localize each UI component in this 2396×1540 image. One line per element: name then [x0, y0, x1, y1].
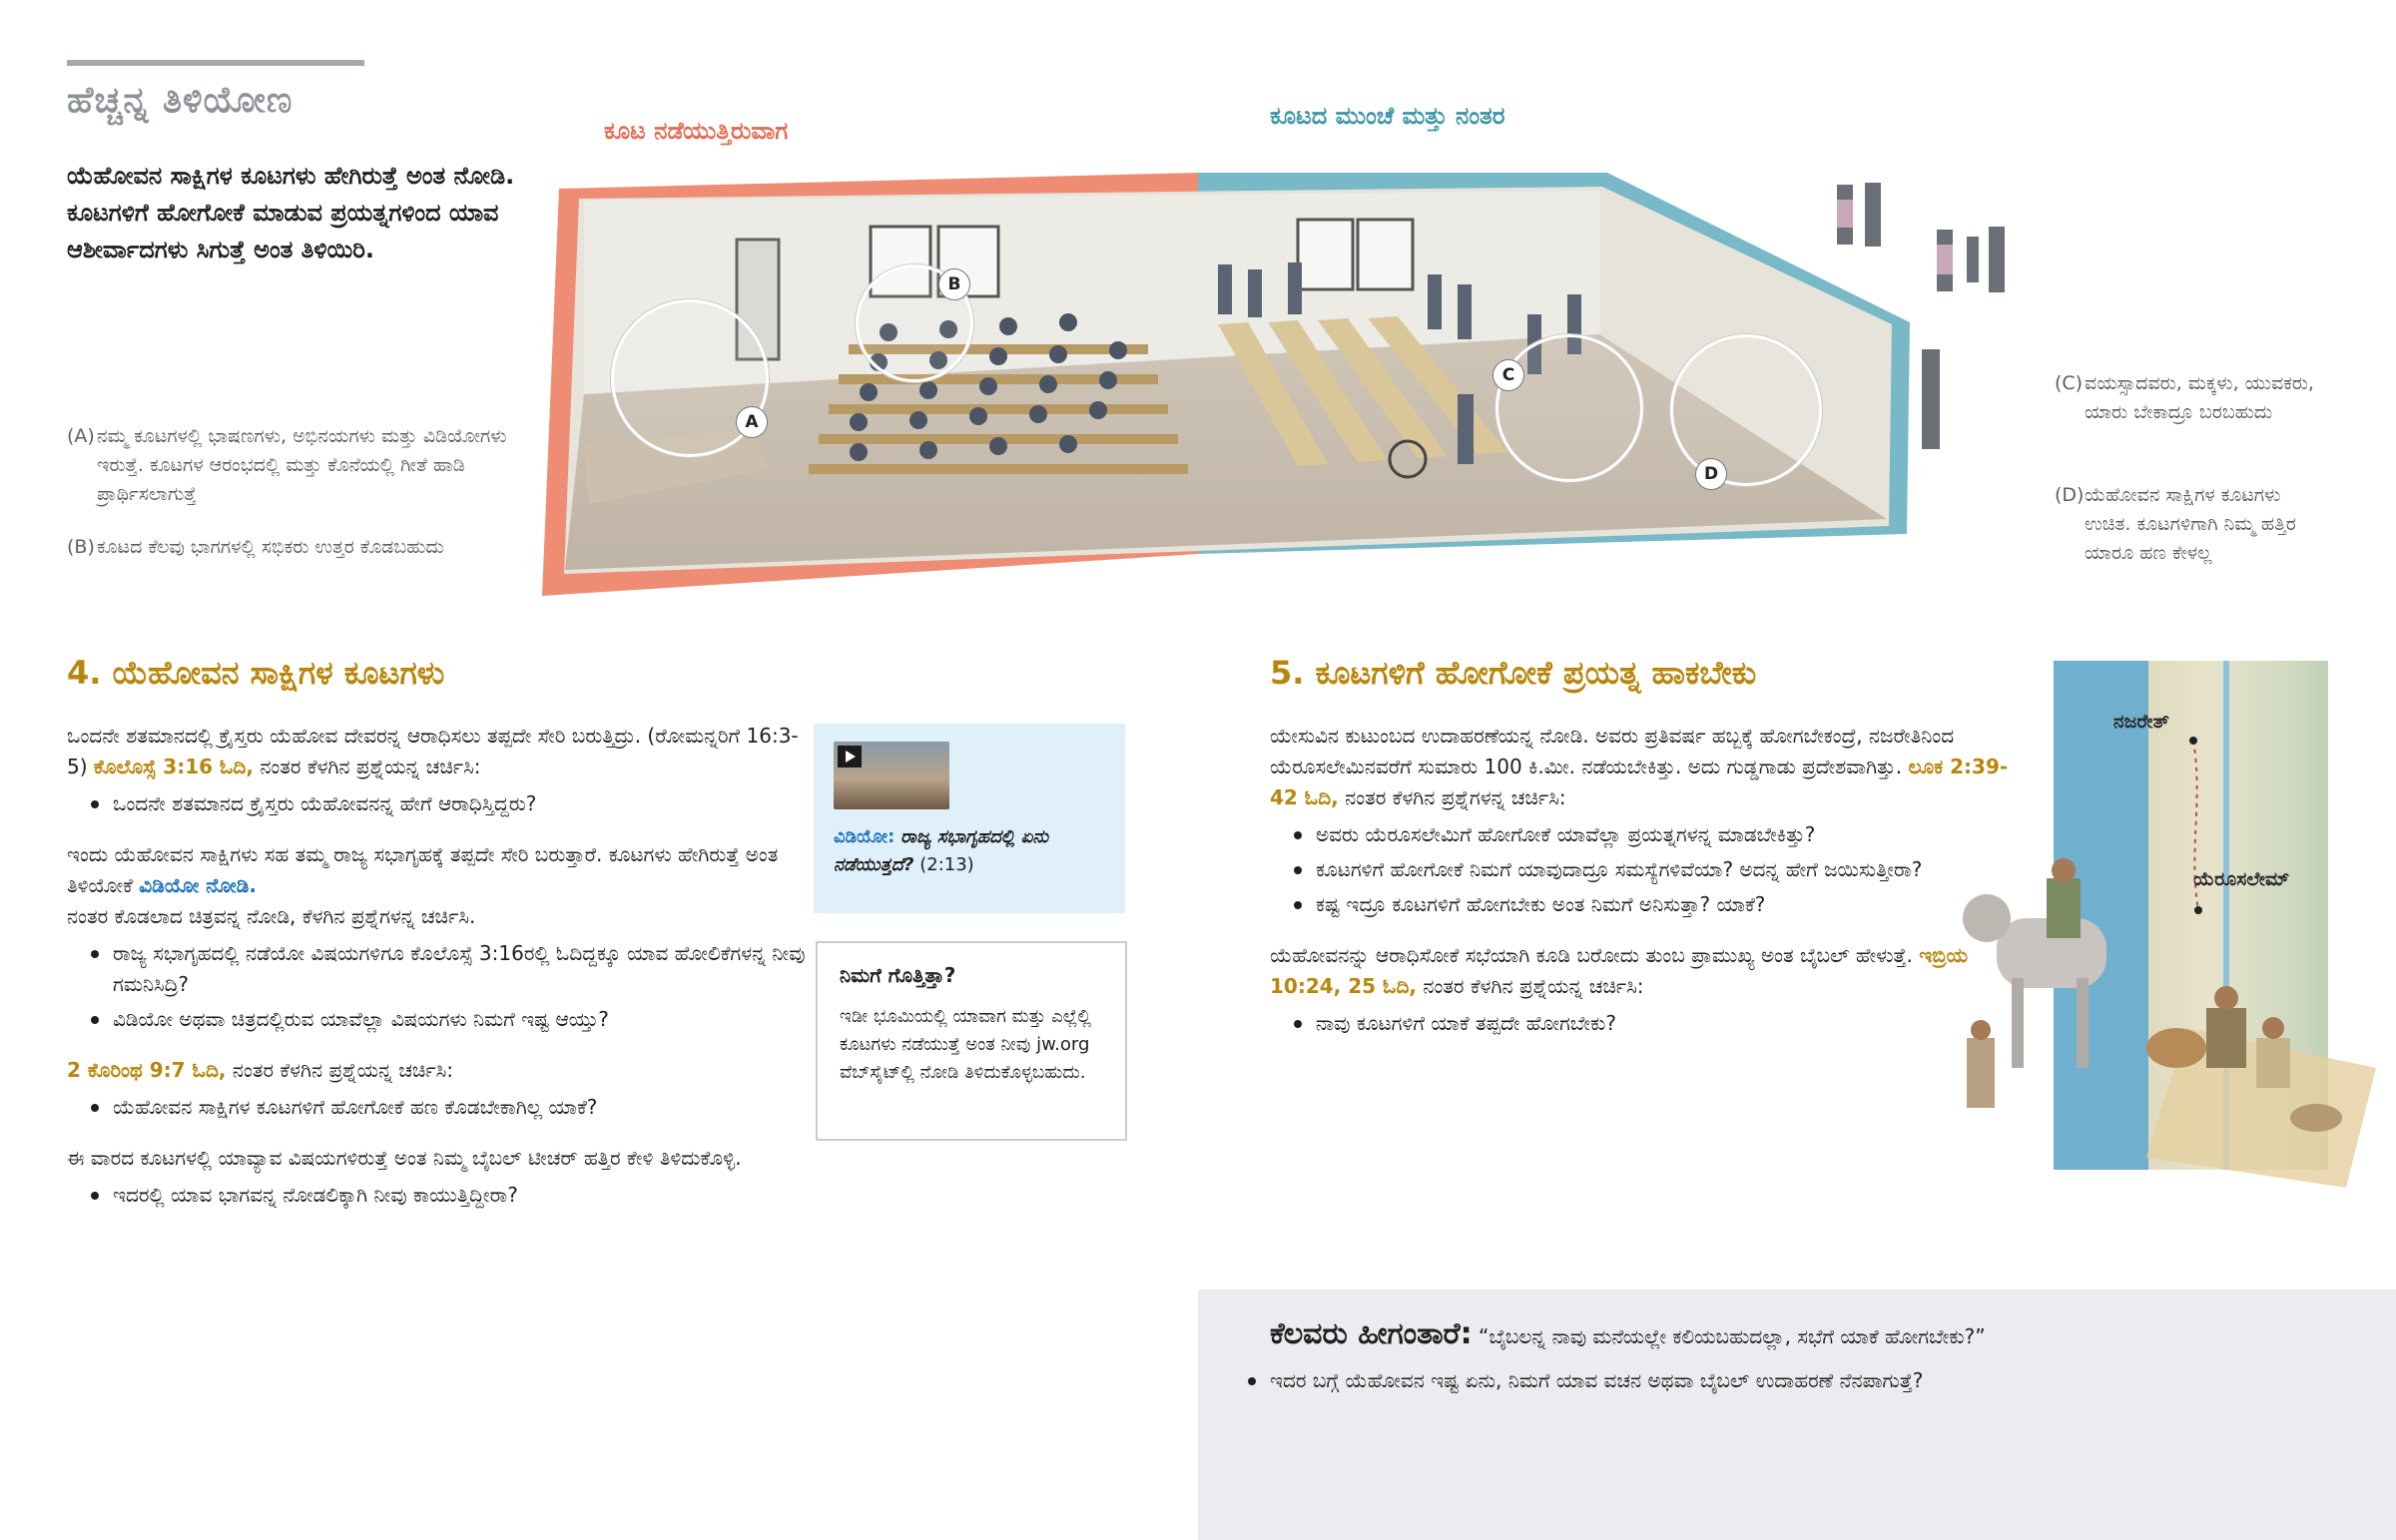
marker-circle-c [1496, 334, 1643, 482]
question-item: ಅವರು ಯೆರೂಸಲೇಮಿಗೆ ಹೋಗೋಕೆ ಯಾವೆಲ್ಲಾ ಪ್ರಯತ್ನಗಳನ್ನ ಮಾಡಬೇಕಿತ್ತು? [1316, 819, 2009, 850]
marker-b: B [938, 268, 970, 300]
kingdom-hall-illustration [529, 165, 2027, 604]
section-5-body [1270, 721, 2009, 1053]
window [1298, 220, 1353, 289]
some-say-lead: ಕೆಲವರು ಹೀಗಂತಾರೆ: [1270, 1316, 1473, 1351]
some-say-panel [1198, 1289, 2396, 1540]
question-item: ಇದರಲ್ಲಿ ಯಾವ ಭಾಗವನ್ನ ನೋಡಲಿಕ್ಕಾಗಿ ನೀವು ಕಾಯುತ್ತಿದ್ದೀರಾ? [113, 1180, 806, 1211]
section-5-p2-text: ಯೆಹೋವನನ್ನು ಆರಾಧಿಸೋಕೆ ಸಭೆಯಾಗಿ ಕೂಡಿ ಬರೋದು ತುಂಬ ಪ್ರಾಮುಖ್ಯ ಅಂತ ಬೈಬಲ್ ಹೇಳುತ್ತೆ. [1270, 943, 1913, 967]
section-5-heading: 5. ಕೂಟಗಳಿಗೆ ಹೋಗೋಕೆ ಪ್ರಯತ್ನ ಹಾಕಬೇಕು [1270, 654, 1757, 692]
scripture-link-luke[interactable]: ಲೂಕ 2:39-42 ಓದಿ, [1270, 755, 2009, 809]
question-item: ಯೆಹೋವನ ಸಾಕ್ಷಿಗಳ ಕೂಟಗಳಿಗೆ ಹೋಗೋಕೆ ಹಣ ಕೊಡಬೇಕಾಗಿಲ್ಲ ಯಾಕೆ? [113, 1092, 806, 1123]
section-5-p1-end: ನಂತರ ಕೆಳಗಿನ ಪ್ರಶ್ನೆಗಳನ್ನ ಚರ್ಚಿಸಿ: [1345, 785, 1566, 809]
section-4-paragraph-3 [67, 1055, 806, 1086]
caption-b-key: (B) [67, 536, 95, 558]
marker-c: C [1493, 359, 1524, 391]
video-label: ವಿಡಿಯೋ: [834, 826, 896, 847]
caption-a-text: ನಮ್ಮ ಕೂಟಗಳಲ್ಲಿ ಭಾಷಣಗಳು, ಅಭಿನಯಗಳು ಮತ್ತು ವಿಡಿಯೋಗಳು ಇರುತ್ತೆ. ಕೂಟಗಳ ಆರಂಭದಲ್ಲಿ ಮತ್ತು ಕೊನೆಯಲ್ಲಿ ಗೀತೆ ಹಾಡಿ ಪ್ರಾರ್ಥಿಸಲಾಗುತ್ತೆ [97, 425, 507, 505]
section-4-heading: 4. ಯೆಹೋವನ ಸಾಕ್ಷಿಗಳ ಕೂಟಗಳು [67, 654, 445, 692]
marker-circle-d [1670, 334, 1822, 486]
intro-text: ಯೆಹೋವನ ಸಾಕ್ಷಿಗಳ ಕೂಟಗಳು ಹೇಗಿರುತ್ತೆ ಅಂತ ನೋಡಿ. ಕೂಟಗಳಿಗೆ ಹೋಗೋಕೆ ಮಾಡುವ ಪ್ರಯತ್ನಗಳಿಂದ ಯಾವ ಆಶೀರ್ವಾದಗಳು ಸಿಗುತ್ತೆ ಅಂತ ತಿಳಿಯಿರಿ. [67, 162, 515, 263]
page-title: ಹೆಚ್ಚನ್ನ ತಿಳಿಯೋಣ [67, 80, 294, 121]
section-5-p1-text: ಯೇಸುವಿನ ಕುಟುಂಬದ ಉದಾಹರಣೆಯನ್ನ ನೋಡಿ. ಅವರು ಪ್ರತಿವರ್ಷ ಹಬ್ಬಕ್ಕೆ ಹೋಗಬೇಕಂದ್ರೆ, ನಜರೇತಿನಿಂದ ಯೆರೂಸಲೇಮಿನವರೆಗೆ ಸುಮಾರು 100 ಕಿ.ಮೀ. ನಡೆಯಬೇಕಿತ್ತು. ಅದು ಗುಡ್ಡಗಾಡು ಪ್ರದೇಶವಾಗಿತ್ತು. [1270, 724, 1955, 778]
section-4-p2-end: ನಂತರ ಕೊಡಲಾದ ಚಿತ್ರವನ್ನ ನೋಡಿ, ಕೆಳಗಿನ ಪ್ರಶ್ನೆಗಳನ್ನ ಚರ್ಚಿಸಿ. [67, 904, 476, 928]
did-you-know-title: ನಿಮಗೆ ಗೊತ್ತಿತ್ತಾ? [840, 963, 956, 987]
video-title[interactable]: ರಾಜ್ಯ ಸಭಾಗೃಹದಲ್ಲಿ ಏನು ನಡೆಯುತ್ತದೆ? [834, 826, 1049, 875]
watch-video-link[interactable]: ವಿಡಿಯೋ ನೋಡಿ. [139, 873, 257, 897]
question-item: ನಾವು ಕೂಟಗಳಿಗೆ ಯಾಕೆ ತಪ್ಪದೇ ಹೋಗಬೇಕು? [1316, 1008, 2009, 1039]
section-4-p1-text: ಒಂದನೇ ಶತಮಾನದಲ್ಲಿ ಕ್ರೈಸ್ತರು ಯೆಹೋವ ದೇವರನ್ನ ಆರಾಧಿಸಲು ತಪ್ಪದೇ ಸೇರಿ ಬರುತ್ತಿದ್ರು. (ರೋಮನ್ನರಿಗೆ 16:3-5) [67, 724, 799, 778]
section-4-p2-text: ಇಂದು ಯೆಹೋವನ ಸಾಕ್ಷಿಗಳು ಸಹ ತಮ್ಮ ರಾಜ್ಯ ಸಭಾಗೃಹಕ್ಕೆ ತಪ್ಪದೇ ಸೇರಿ ಬರುತ್ತಾರೆ. ಕೂಟಗಳು ಹೇಗಿರುತ್ತೆ ಅಂತ ತಿಳಿಯೋಕೆ [67, 842, 779, 897]
section-5-paragraph-1 [1270, 721, 2009, 813]
section-5-questions-1 [1270, 819, 2009, 920]
scripture-link-2-corinthians[interactable]: 2 ಕೊರಿಂಥ 9:7 ಓದಿ, [67, 1058, 227, 1082]
did-you-know-box [816, 941, 1127, 1141]
map-label-nazareth: ನಜರೇತ್ [2113, 711, 2169, 733]
marker-d: D [1695, 458, 1727, 490]
scripture-link-hebrews[interactable]: ಇಬ್ರಿಯ 10:24, 25 ಓದಿ, [1270, 943, 1969, 998]
video-thumbnail[interactable] [834, 742, 949, 809]
section-4-questions-3 [67, 1092, 806, 1123]
section-5-p2-end: ನಂತರ ಕೆಳಗಿನ ಪ್ರಶ್ನೆಯನ್ನ ಚರ್ಚಿಸಿ: [1423, 974, 1644, 998]
section-5-questions-2 [1270, 1008, 2009, 1039]
family-journey-illustration [1957, 858, 2386, 1238]
map-label-jerusalem: ಯೆರೂಸಲೇಮ್ [2193, 868, 2290, 890]
caption-d-text: ಯೆಹೋವನ ಸಾಕ್ಷಿಗಳ ಕೂಟಗಳು ಉಚಿತ. ಕೂಟಗಳಿಗಾಗಿ ನಿಮ್ಮ ಹತ್ತಿರ ಯಾರೂ ಹಣ ಕೇಳಲ್ಲ [2085, 484, 2296, 564]
some-say-questions [1224, 1365, 2368, 1399]
question-item: ಇದರ ಬಗ್ಗೆ ಯೆಹೋವನ ಇಷ್ಟ ಏನು, ನಿಮಗೆ ಯಾವ ವಚನ ಅಥವಾ ಬೈಬಲ್ ಉದಾಹರಣೆ ನೆನಪಾಗುತ್ತೆ? [1270, 1365, 2368, 1395]
section-4-questions-4 [67, 1180, 806, 1211]
caption-a [67, 422, 516, 509]
video-duration: (2:13) [919, 854, 974, 875]
caption-c-text: ವಯಸ್ಸಾದವರು, ಮಕ್ಕಳು, ಯುವಕರು, ಯಾರು ಬೇಕಾದ್ರೂ ಬರಬಹುದು [2085, 372, 2314, 423]
nazareth-dot [2189, 737, 2197, 745]
question-item: ಒಂದನೇ ಶತಮಾನದ ಕ್ರೈಸ್ತರು ಯೆಹೋವನನ್ನ ಹೇಗೆ ಆರಾಧಿಸ್ತಿದ್ದರು? [113, 788, 806, 819]
section-5-paragraph-2 [1270, 940, 2009, 1002]
scripture-link-colossians[interactable]: ಕೊಲೊಸ್ಸೆ 3:16 ಓದಿ, [93, 755, 254, 778]
arriving-people-illustration [1817, 175, 2057, 474]
video-box[interactable] [814, 724, 1125, 913]
question-item: ಕೂಟಗಳಿಗೆ ಹೋಗೋಕೆ ನಿಮಗೆ ಯಾವುದಾದ್ರೂ ಸಮಸ್ಯೆಗಳಿವೆಯಾ? ಅದನ್ನ ಹೇಗೆ ಜಯಿಸುತ್ತೀರಾ? [1316, 854, 2009, 885]
caption-b-text: ಕೂಟದ ಕೆಲವು ಭಾಗಗಳಲ್ಲಿ ಸಭಿಕರು ಉತ್ತರ ಕೊಡಬಹುದು [97, 536, 444, 558]
label-during-meeting: ಕೂಟ ನಡೆಯುತ್ತಿರುವಾಗ [604, 117, 789, 145]
section-4-paragraph-2 [67, 839, 806, 932]
did-you-know-text: ಇಡೀ ಭೂಮಿಯಲ್ಲಿ ಯಾವಾಗ ಮತ್ತು ಎಲ್ಲೆಲ್ಲಿ ಕೂಟಗಳು ನಡೆಯುತ್ತೆ ಅಂತ ನೀವು jw.org ವೆಬ್‌ಸೈಟ್‌ಲ್ಲಿ ನೋಡಿ ತಿಳಿದುಕೊಳ್ಳಬಹುದು. [840, 1006, 1091, 1083]
caption-c [2055, 369, 2314, 427]
section-4-body [67, 721, 806, 1225]
section-4-questions-1 [67, 788, 806, 819]
section-4-p3-end: ನಂತರ ಕೆಳಗಿನ ಪ್ರಶ್ನೆಯನ್ನ ಚರ್ಚಿಸಿ: [232, 1058, 454, 1082]
question-item: ಕಷ್ಟ ಇದ್ರೂ ಕೂಟಗಳಿಗೆ ಹೋಗಬೇಕು ಅಂತ ನಿಮಗೆ ಅನಿಸುತ್ತಾ? ಯಾಕೆ? [1316, 889, 2009, 920]
some-say-statement [1270, 1316, 1986, 1351]
section-4-paragraph-4: ಈ ವಾರದ ಕೂಟಗಳಲ್ಲಿ ಯಾವ್ಯಾವ ವಿಷಯಗಳಿರುತ್ತೆ ಅಂತ ನಿಮ್ಮ ಬೈಬಲ್ ಟೀಚರ್ ಹತ್ತಿರ ಕೇಳಿ ತಿಳಿದುಕೊಳ್ಳಿ. [67, 1146, 742, 1170]
question-item: ವಿಡಿಯೋ ಅಥವಾ ಚಿತ್ರದಲ್ಲಿರುವ ಯಾವೆಲ್ಲಾ ವಿಷಯಗಳು ನಿಮಗೆ ಇಷ್ಟ ಆಯ್ತು? [113, 1004, 806, 1035]
caption-d-key: (D) [2055, 484, 2085, 506]
play-icon[interactable] [838, 746, 862, 768]
caption-d [2055, 481, 2314, 568]
video-caption [834, 823, 1113, 879]
marker-a: A [736, 406, 768, 438]
section-4-questions-2 [67, 938, 806, 1035]
section-4-paragraph-1 [67, 721, 806, 782]
label-before-after-meeting: ಕೂಟದ ಮುಂಚೆ ಮತ್ತು ನಂತರ [1270, 102, 1505, 130]
some-say-quote: “ಬೈಬಲನ್ನ ನಾವು ಮನೆಯಲ್ಲೇ ಕಲಿಯಬಹುದಲ್ಲಾ, ಸಭೆಗೆ ಯಾಕೆ ಹೋಗಬೇಕು?” [1478, 1324, 1986, 1348]
header-rule [67, 60, 364, 66]
question-item: ರಾಜ್ಯ ಸಭಾಗೃಹದಲ್ಲಿ ನಡೆಯೋ ವಿಷಯಗಳಿಗೂ ಕೊಲೊಸ್ಸೆ 3:16ರಲ್ಲಿ ಓದಿದ್ದಕ್ಕೂ ಯಾವ ಹೋಲಿಕೆಗಳನ್ನ ನೀವು ಗಮನಿಸಿದ್ರಿ? [113, 938, 806, 1000]
caption-a-key: (A) [67, 425, 95, 447]
caption-c-key: (C) [2055, 372, 2084, 394]
caption-b [67, 533, 486, 562]
section-4-p1-end: ನಂತರ ಕೆಳಗಿನ ಪ್ರಶ್ನೆಯನ್ನ ಚರ್ಚಿಸಿ: [260, 755, 481, 778]
window [1358, 220, 1413, 289]
